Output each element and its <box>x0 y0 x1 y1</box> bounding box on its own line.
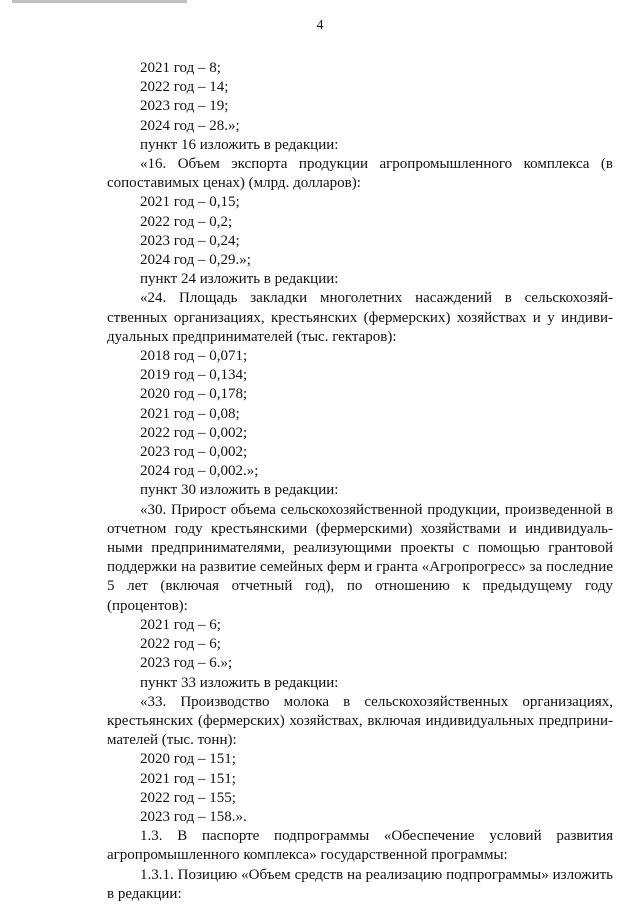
text-line: 2023 год – 158.». <box>140 808 247 825</box>
text-line: 2022 год – 0,2; <box>140 213 233 230</box>
paragraph: «33. Производство молока в сельскохозяйственных организациях, крестьянских (фермерских) хозяйствах, включая индивидуальных предпринимателей (тыс. тонн): <box>107 693 613 749</box>
text-line: 2022 год – 14; <box>140 79 229 96</box>
text-line: 2021 год – 0,08; <box>140 405 240 422</box>
paragraph: «30. Прирост объема сельскохозяйственной продукции, произведенной в отчетном году крестьянскими (фермерскими) хозяйствами и индивидуальными предпринимателями, реализующими проекты с помощью грантовой поддержки на развитие семейных ферм и гранта «Агропрогресс» за последние 5 лет (включая отчетный год), по отношению к предыдущему году (процентов): <box>107 501 613 614</box>
text-line: пункт 24 изложить в редакции: <box>140 271 339 288</box>
text-line: пункт 16 изложить в редакции: <box>140 136 339 153</box>
text-line: пункт 30 изложить в редакции: <box>140 482 339 499</box>
paragraph: «16. Объем экспорта продукции агропромышленного комплекса (в сопоставимых ценах) (млрд. долларов): <box>107 156 613 192</box>
page-number: 4 <box>316 18 324 33</box>
text-line: 2024 год – 0,29.»; <box>140 252 251 269</box>
text-line: 2020 год – 151; <box>140 751 236 768</box>
text-line: 2024 год – 28.»; <box>140 117 240 134</box>
text-line: пункт 33 изложить в редакции: <box>140 674 339 691</box>
text-line: 2018 год – 0,071; <box>140 348 248 365</box>
text-line: 2023 год – 6.»; <box>140 655 233 672</box>
text-line: 2022 год – 0,002; <box>140 424 248 441</box>
text-line: 2021 год – 8; <box>140 60 221 76</box>
paragraph: 1.3.1. Позицию «Объем средств на реализацию подпрограммы» изложить в редакции: <box>107 866 613 902</box>
text-line: 2023 год – 0,002; <box>140 444 248 461</box>
text-line: 2021 год – 0,15; <box>140 194 240 211</box>
text-line: 2023 год – 0,24; <box>140 232 240 249</box>
paragraph: 1.3. В паспорте подпрограммы «Обеспечение условий развития агропромышленного комплекса» государственной программы: <box>107 828 613 864</box>
text-line: 2020 год – 0,178; <box>140 386 248 403</box>
paragraph: «24. Площадь закладки многолетних насаждений в сельскохозяйственных организациях, крестьянских (фермерских) хозяйствах и у индивидуальных предпринимателей (тыс. гектаров): <box>107 290 613 345</box>
text-line: 2024 год – 0,002.»; <box>140 463 259 480</box>
text-line: 2021 год – 6; <box>140 616 221 633</box>
text-line: 2022 год – 155; <box>140 789 236 806</box>
text-line: 2019 год – 0,134; <box>140 367 248 384</box>
text-line: 2021 год – 151; <box>140 770 236 787</box>
document-body <box>107 59 613 904</box>
text-line: 2022 год – 6; <box>140 636 221 653</box>
scan-artifact <box>12 0 187 3</box>
text-line: 2023 год – 19; <box>140 98 229 115</box>
